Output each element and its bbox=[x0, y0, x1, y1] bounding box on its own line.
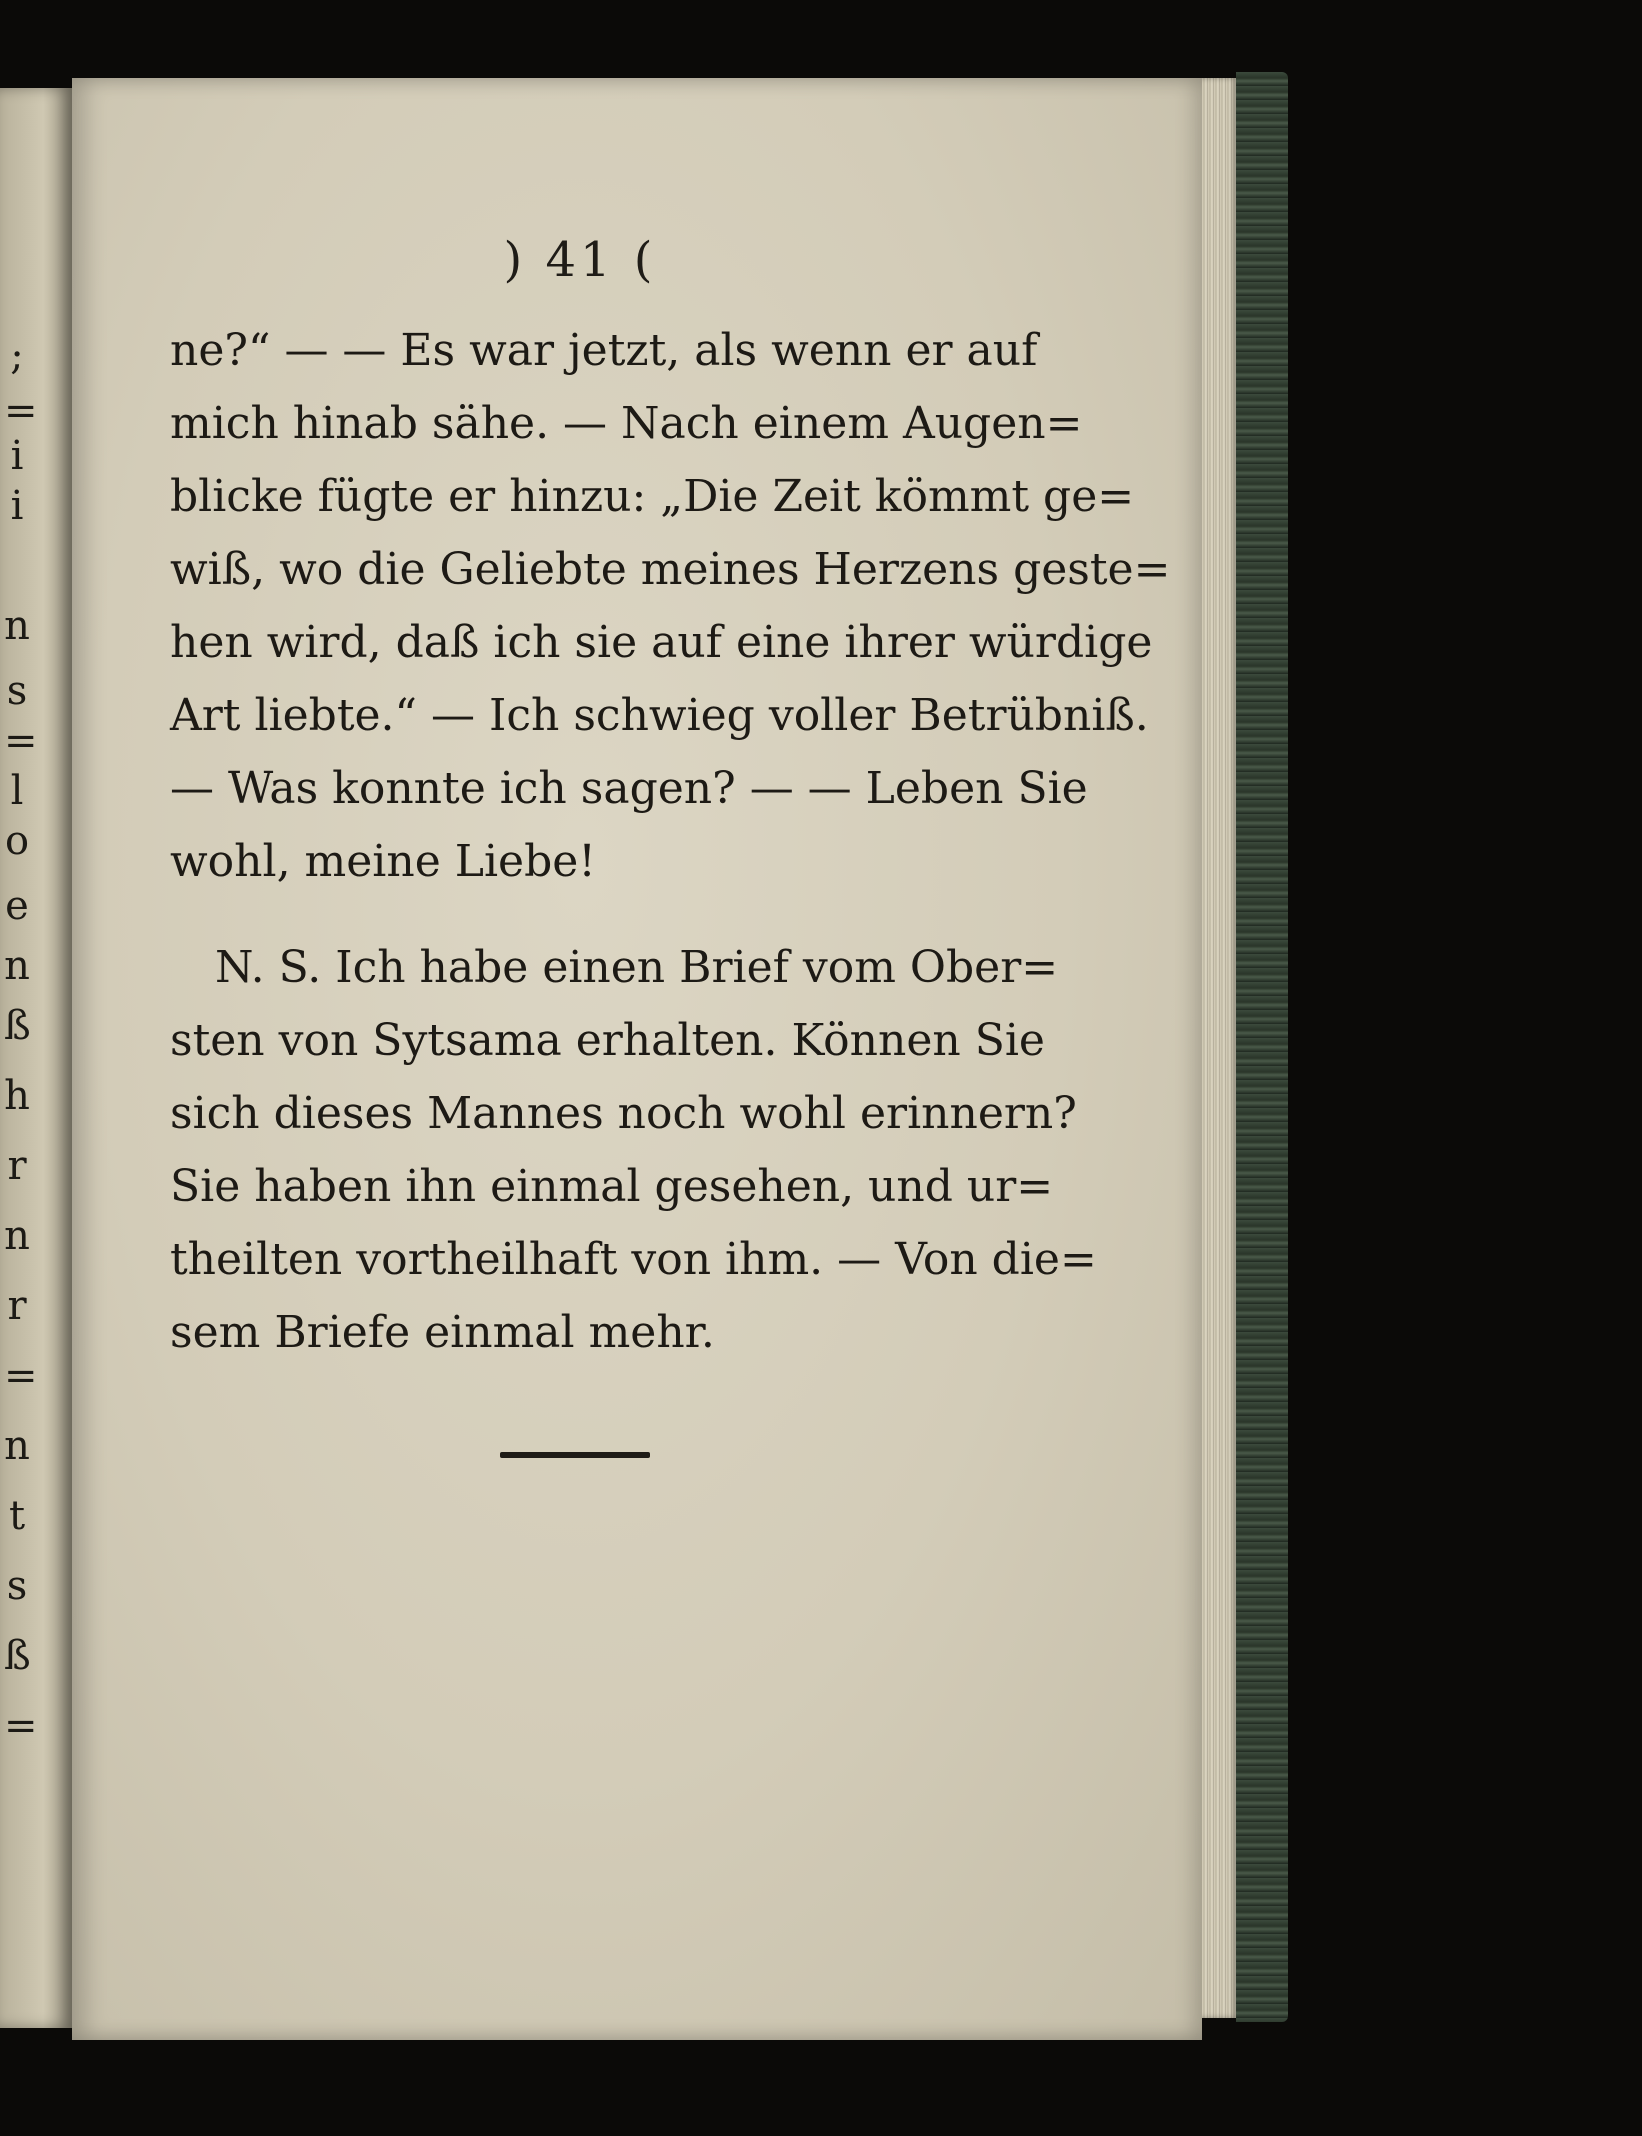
text-line: ne?“ — — Es war jetzt, als wenn er auf bbox=[170, 325, 1038, 376]
text-line: mich hinab sähe. — Nach einem Augen= bbox=[170, 398, 1083, 449]
edge-char: = bbox=[4, 1703, 38, 1749]
text-line: sten von Sytsama erhalten. Können Sie bbox=[170, 1015, 1045, 1066]
section-divider-rule bbox=[500, 1452, 650, 1458]
edge-char: o bbox=[4, 818, 30, 864]
text-line: Sie haben ihn einmal gesehen, und ur= bbox=[170, 1161, 1054, 1212]
text-line: blicke fügte er hinzu: „Die Zeit kömmt ge= bbox=[170, 471, 1135, 522]
edge-char: = bbox=[4, 718, 38, 764]
edge-char: s bbox=[6, 668, 28, 714]
text-line: theilten vortheilhaft von ihm. — Von die= bbox=[170, 1234, 1097, 1285]
edge-char: ß bbox=[4, 1003, 31, 1049]
edge-char: t bbox=[8, 1493, 26, 1539]
edge-char: n bbox=[4, 1423, 30, 1469]
text-line: sem Briefe einmal mehr. bbox=[170, 1307, 715, 1358]
text-line: N. S. Ich habe einen Brief vom Ober= bbox=[215, 942, 1059, 993]
edge-char: i bbox=[10, 483, 24, 529]
edge-char: r bbox=[7, 1283, 27, 1329]
text-line: Art liebte.“ — Ich schwieg voller Betrübniß. bbox=[170, 690, 1149, 741]
text-line: wohl, meine Liebe! bbox=[170, 836, 596, 887]
edge-char: n bbox=[4, 603, 30, 649]
page-number: ) 41 ( bbox=[503, 232, 657, 288]
edge-char: r bbox=[7, 1143, 27, 1189]
text-line: sich dieses Mannes noch wohl erinnern? bbox=[170, 1088, 1077, 1139]
book-binding bbox=[1236, 72, 1288, 2022]
previous-page-edge bbox=[0, 88, 72, 2028]
edge-char: = bbox=[4, 388, 38, 434]
edge-char: n bbox=[4, 943, 30, 989]
edge-char: ; bbox=[10, 333, 24, 379]
edge-char: s bbox=[6, 1563, 28, 1609]
edge-char: = bbox=[4, 1353, 38, 1399]
edge-char: ß bbox=[4, 1633, 31, 1679]
edge-char: i bbox=[10, 433, 24, 479]
text-line: — Was konnte ich sagen? — — Leben Sie bbox=[170, 763, 1088, 814]
text-line: wiß, wo die Geliebte meines Herzens geste= bbox=[170, 544, 1171, 595]
edge-char: l bbox=[10, 768, 24, 814]
edge-char: h bbox=[4, 1073, 30, 1119]
edge-char: n bbox=[4, 1213, 30, 1259]
edge-char: e bbox=[5, 883, 29, 929]
text-line: hen wird, daß ich sie auf eine ihrer würdige bbox=[170, 617, 1153, 668]
